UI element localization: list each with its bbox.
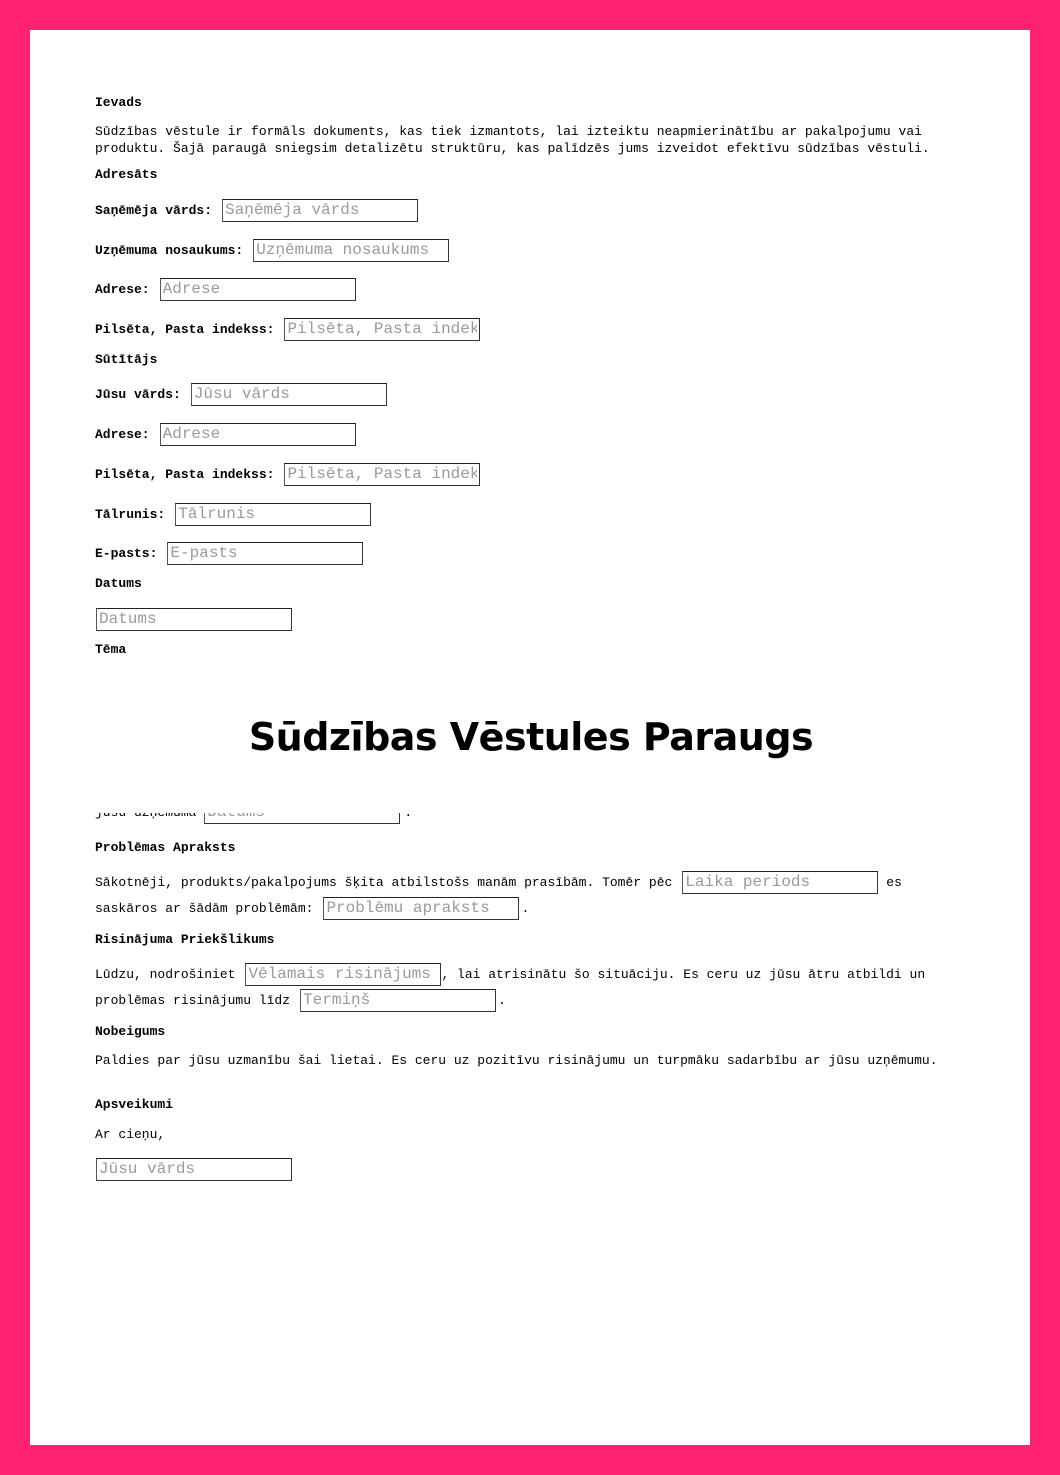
sender-email-input[interactable] <box>167 542 363 565</box>
intro-heading: Ievads <box>95 95 142 110</box>
problem-line1-text: Sākotnēji, produkts/pakalpojums šķita atbilstošs manām prasībām. Tomēr pēc <box>95 874 673 890</box>
solution-input[interactable] <box>245 963 441 986</box>
subject-heading: Tēma <box>95 642 127 657</box>
period-input[interactable] <box>682 871 878 894</box>
sender-email-label: E-pasts: <box>95 545 158 561</box>
problem-line1-suffix: es <box>886 874 902 890</box>
problem-description-input[interactable] <box>323 897 519 920</box>
date-input[interactable] <box>96 608 292 631</box>
date-heading: Datums <box>95 576 142 591</box>
deadline-input[interactable] <box>300 989 496 1012</box>
recipient-address-row <box>95 277 356 301</box>
sender-address-row <box>95 422 356 446</box>
sender-phone-row <box>95 502 371 526</box>
sender-phone-label: Tālrunis: <box>95 506 166 522</box>
conclusion-heading: Nobeigums <box>95 1024 166 1039</box>
sender-name-row <box>95 382 387 406</box>
problem-line-1 <box>95 870 902 894</box>
company-name-row <box>95 238 449 262</box>
title-banner <box>30 660 1030 813</box>
recipient-address-input[interactable] <box>160 278 356 301</box>
company-name-input[interactable] <box>253 239 449 262</box>
problem-line2-suffix: . <box>521 900 530 916</box>
recipient-address-label: Adrese: <box>95 281 150 297</box>
recipient-city-input[interactable] <box>284 318 480 341</box>
sender-city-row <box>95 462 480 486</box>
sender-heading: Sūtītājs <box>95 352 158 367</box>
conclusion-text: Paldies par jūsu uzmanību šai lietai. Es ceru uz pozitīvu risinājumu un turpmāku sadarbību ar jūsu uzņēmumu. <box>95 1053 938 1068</box>
closing-text: Ar cieņu, <box>95 1127 166 1142</box>
recipient-heading: Adresāts <box>95 167 158 182</box>
solution-line1-suffix: , lai atrisinātu šo situāciju. Es ceru uz jūsu ātru atbildi un <box>441 966 926 982</box>
closing-heading: Apsveikumi <box>95 1097 174 1112</box>
sender-address-label: Adrese: <box>95 426 150 442</box>
sender-name-label: Jūsu vārds: <box>95 386 181 402</box>
intro-text: Sūdzības vēstule ir formāls dokuments, kas tiek izmantots, lai izteiktu neapmierinātību ar pakalpojumu vai produktu. Šajā paraugā sniegsim detalizētu struktūru, kas palīdzēs jums izveidot efektīvu sūdzības vēstuli. <box>95 124 930 156</box>
recipient-city-row <box>95 317 480 341</box>
problem-line2-text: saskāros ar šādām problēmām: <box>95 900 314 916</box>
sender-name-input[interactable] <box>191 383 387 406</box>
date-row <box>95 607 292 631</box>
document-page <box>30 30 1030 1445</box>
sender-phone-input[interactable] <box>175 503 371 526</box>
solution-line2-suffix: . <box>498 992 506 1008</box>
sender-city-input[interactable] <box>284 463 480 486</box>
page-title: Sūdzības Vēstules Paraugs <box>248 714 814 759</box>
recipient-city-label: Pilsēta, Pasta indekss: <box>95 321 275 337</box>
solution-line-2 <box>95 988 506 1012</box>
solution-line2-text: problēmas risinājumu līdz <box>95 992 291 1008</box>
recipient-name-label: Saņēmēja vārds: <box>95 202 213 218</box>
recipient-name-input[interactable] <box>222 199 418 222</box>
sender-address-input[interactable] <box>160 423 356 446</box>
closing-name-row <box>95 1157 292 1181</box>
sender-email-row <box>95 541 363 565</box>
problem-heading: Problēmas Apraksts <box>95 840 236 855</box>
solution-line-1 <box>95 962 925 986</box>
sender-city-label: Pilsēta, Pasta indekss: <box>95 466 275 482</box>
closing-name-input[interactable] <box>96 1158 292 1181</box>
company-name-label: Uzņēmuma nosaukums: <box>95 242 244 258</box>
solution-heading: Risinājuma Priekšlikums <box>95 932 275 947</box>
solution-line1-text: Lūdzu, nodrošiniet <box>95 966 236 982</box>
problem-line-2 <box>95 896 529 920</box>
recipient-name-row <box>95 198 418 222</box>
